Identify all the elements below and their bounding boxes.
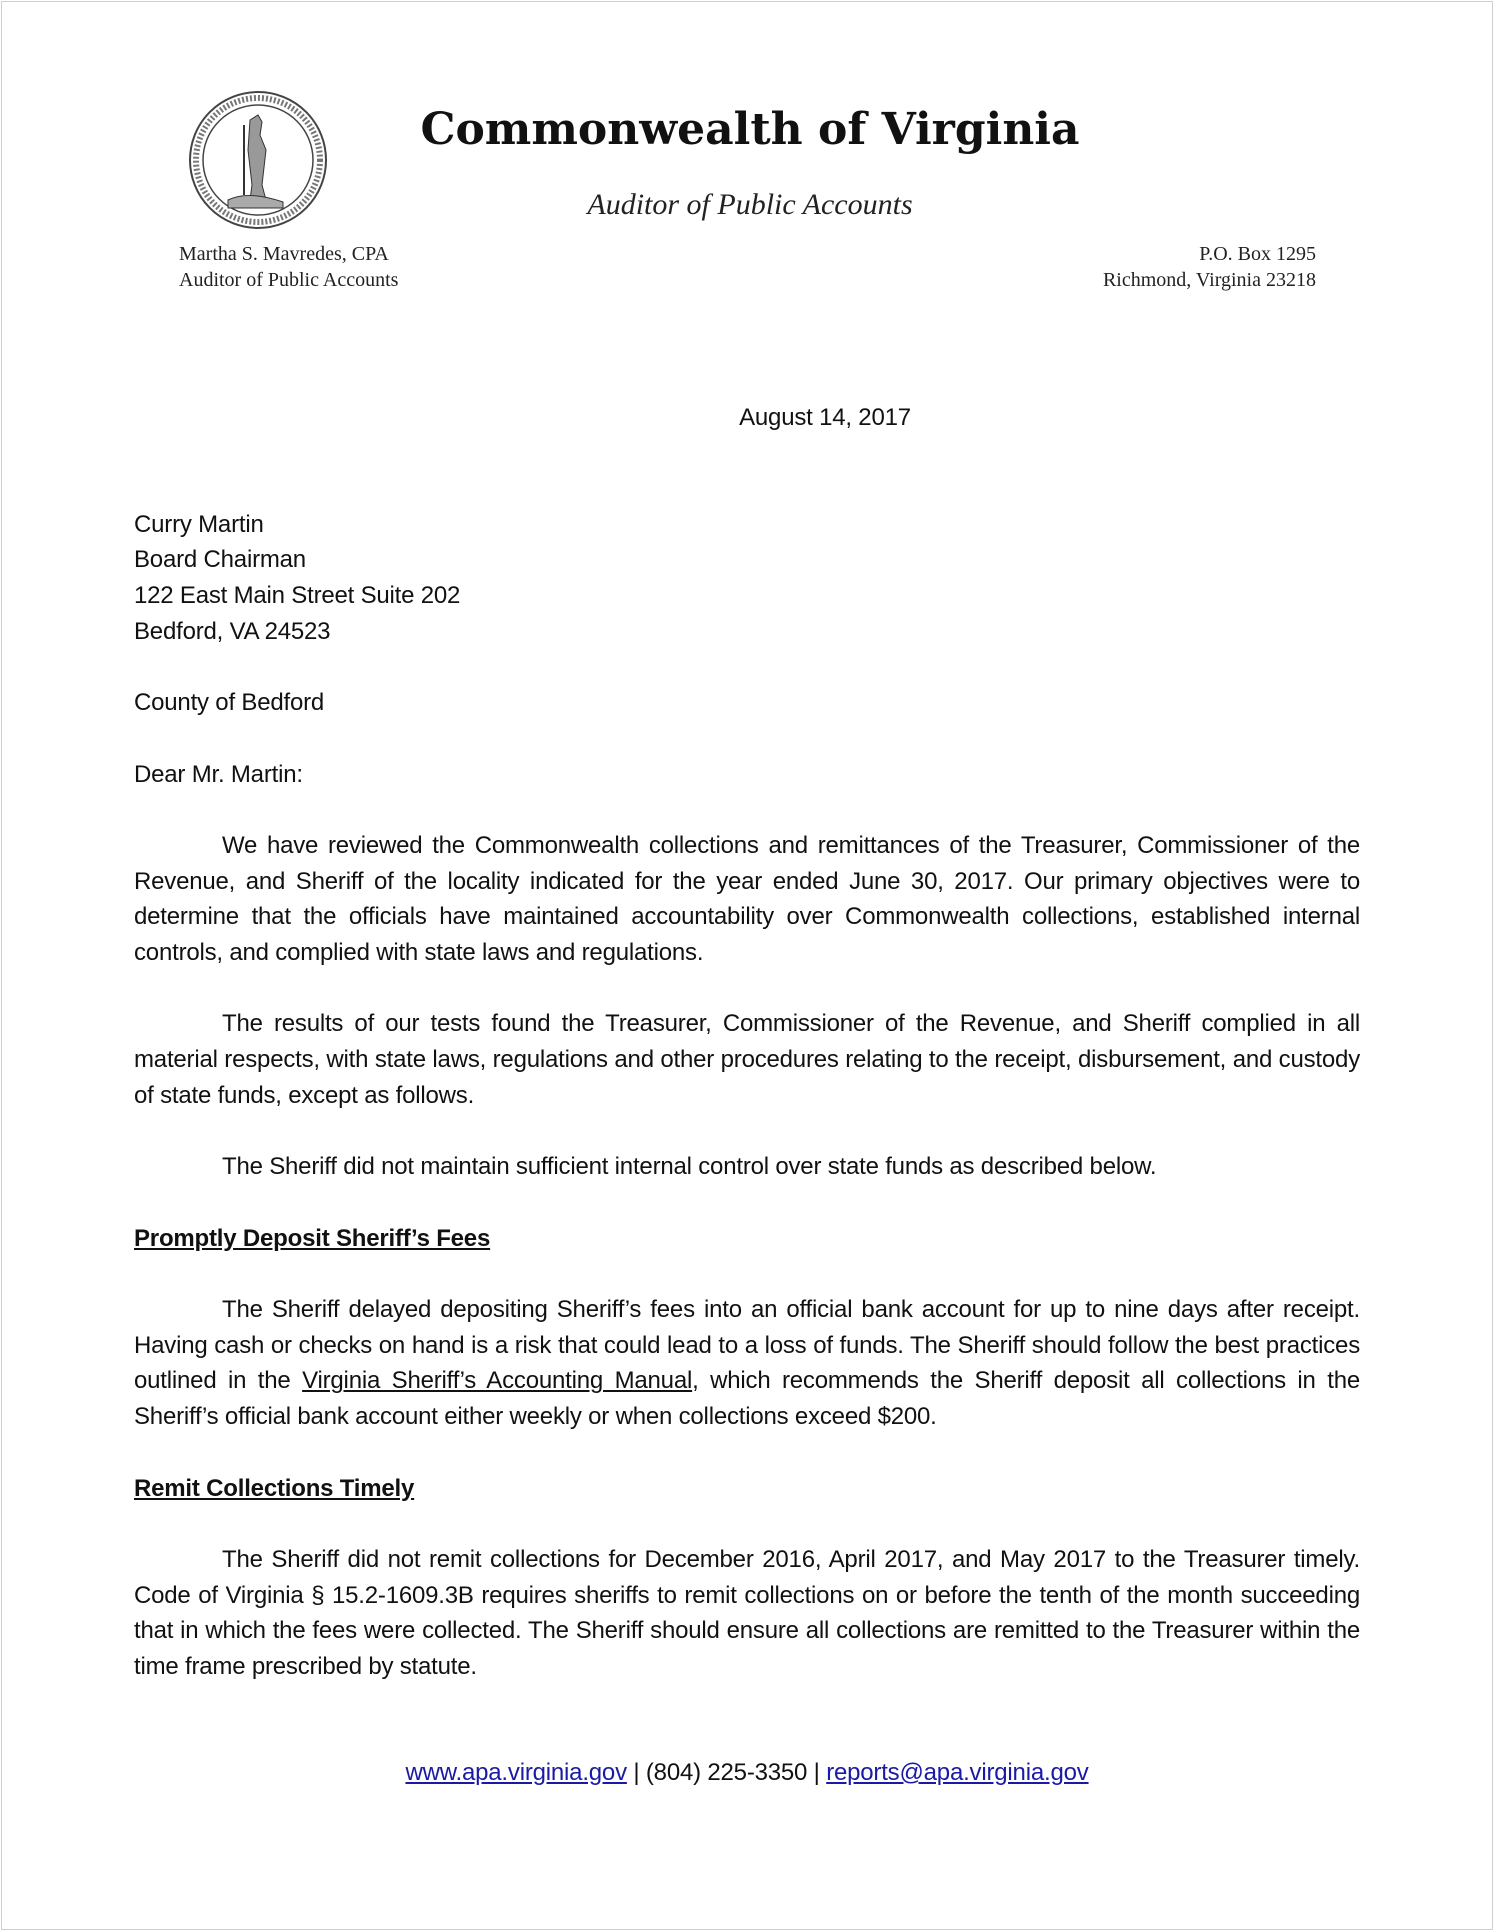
po-box: P.O. Box 1295 xyxy=(1199,243,1316,265)
recipient-name: Curry Martin xyxy=(134,510,264,538)
salutation: Dear Mr. Martin: xyxy=(134,760,303,788)
auditor-title: Auditor of Public Accounts xyxy=(179,269,399,291)
city-state-zip: Richmond, Virginia 23218 xyxy=(1102,269,1316,291)
deposit-text-end: , which recommends the Sheriff deposit all collections in the Sheriff’s official bank account either weekly or when collections exceed $200. xyxy=(134,1367,1361,1431)
paragraph-remit-collections: The Sheriff did not remit collections for December 2016, April 2017, and May 2017 to the Treasurer timely. Code of Virginia § 15.2-1609.3B requires sheriffs to remit collections on or before the tenth of the month succeeding that in which the fees were collected. The Sheriff should ensure all collections are remitted to the Treasurer within the time frame prescribed by statute. xyxy=(134,1545,1360,1681)
footer xyxy=(0,1755,1494,1851)
recipient-city: Bedford, VA 24523 xyxy=(134,617,331,645)
website-link[interactable]: www.apa.virginia.gov xyxy=(405,1758,627,1786)
phone-number: (804) 225-3350 xyxy=(645,1758,808,1786)
locality: County of Bedford xyxy=(134,689,325,717)
paragraph-results: The results of our tests found the Treasurer, Commissioner of the Revenue, and Sheriff complied in all material respects, with state laws, regulations and other procedures relating to the receipt, disbursement, and custody of state funds, except as follows. xyxy=(134,1010,1360,1109)
letterhead-title: Commonwealth of Virginia xyxy=(420,104,1080,155)
accounting-manual-title: Virginia Sheriff’s Accounting Manual xyxy=(302,1367,693,1395)
footer-separator: | xyxy=(807,1758,827,1786)
paragraph-internal-control: The Sheriff did not maintain sufficient internal control over state funds as described below. xyxy=(222,1153,1157,1181)
auditor-name: Martha S. Mavredes, CPA xyxy=(179,243,389,265)
heading-deposit-fees: Promptly Deposit Sheriff’s Fees xyxy=(134,1224,491,1252)
deposit-text-start: The Sheriff delayed depositing Sheriff’s fees into an official bank account for up to nine days after receipt. Having cash or checks on hand is a risk that could lead to a loss of funds. The Sheriff should follow the best practices outlined in the xyxy=(134,1296,1360,1395)
recipient-title: Board Chairman xyxy=(134,546,306,574)
paragraph-review: We have reviewed the Commonwealth collections and remittances of the Treasurer, Commissioner of the Revenue, and Sheriff of the locality indicated for the year ended June 30, 2017. Our primary objectives were to determine that the officials have maintained accountability over Commonwealth collections, established internal controls, and complied with state laws and regulations. xyxy=(134,831,1360,967)
heading-remit-collections: Remit Collections Timely xyxy=(134,1474,415,1502)
email-link[interactable]: reports@apa.virginia.gov xyxy=(826,1758,1089,1786)
recipient-street: 122 East Main Street Suite 202 xyxy=(134,582,461,610)
letterhead-subtitle: Auditor of Public Accounts xyxy=(587,188,913,221)
letter-date: August 14, 2017 xyxy=(739,404,911,431)
letter-body xyxy=(134,0,1360,1850)
footer-separator: | xyxy=(626,1758,646,1786)
paragraph-deposit-fees xyxy=(134,1292,1360,1435)
recipient-address xyxy=(134,507,1360,650)
